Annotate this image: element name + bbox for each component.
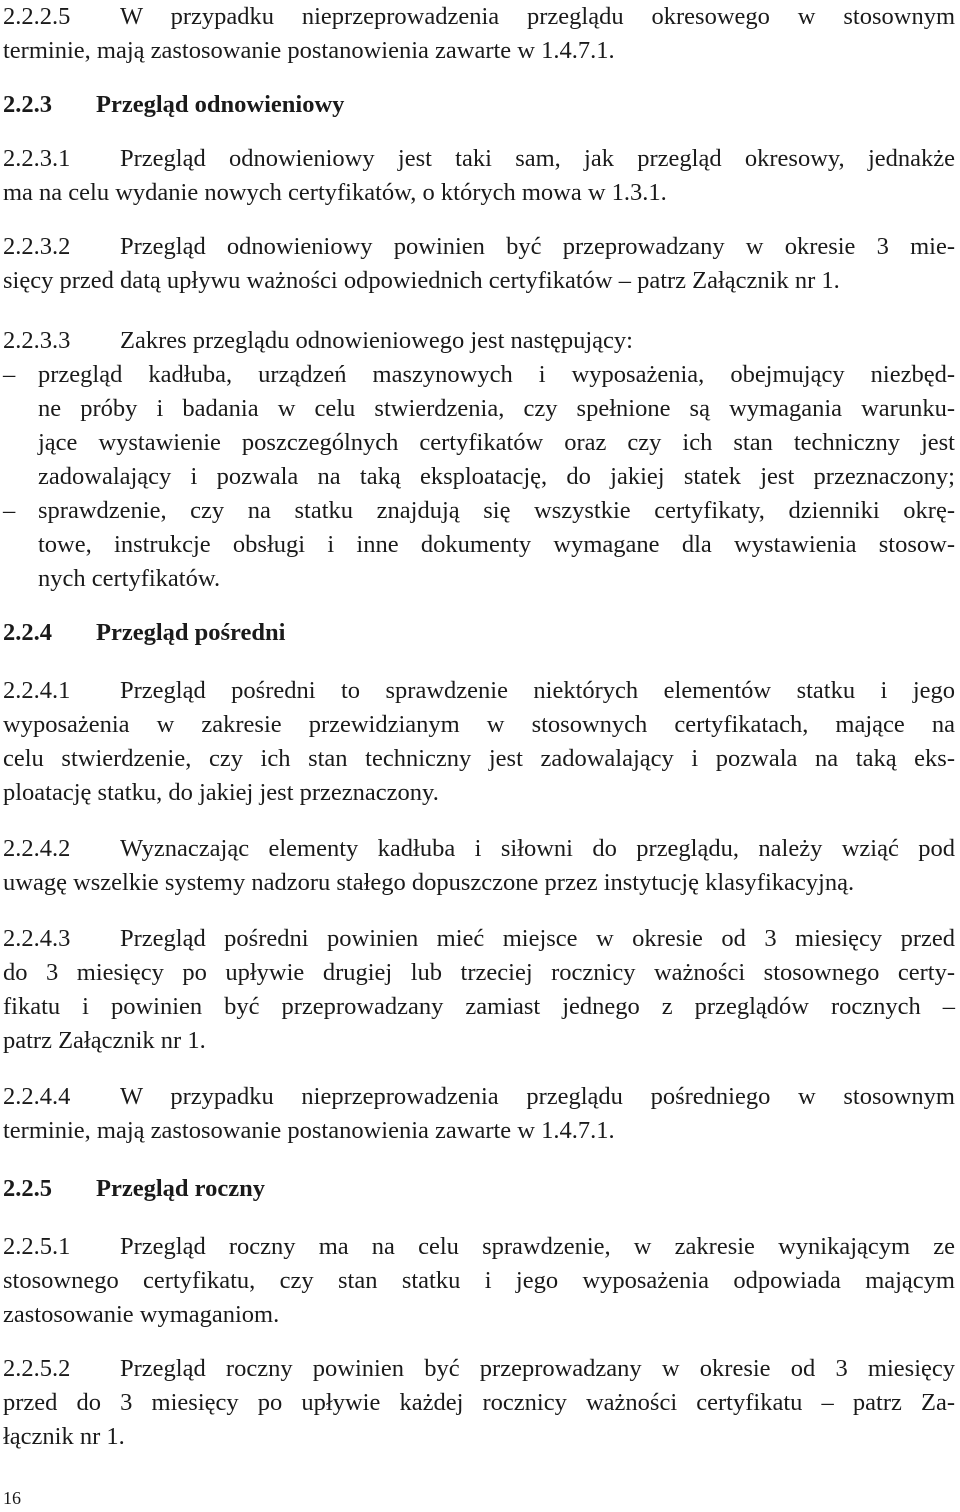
list-item — [3, 358, 955, 494]
paragraph-line: fikatu i powinien być przeprowadzany zamiast jednego z przeglądów rocznych – — [3, 993, 955, 1020]
list-item-line: towe, instrukcje obsługi i inne dokumenty wymagane dla wystawienia stosow- — [38, 531, 955, 558]
paragraph-number: 2.2.5.2 — [3, 1355, 71, 1382]
section-number: 2.2.5 — [3, 1175, 52, 1202]
paragraph-line: zastosowanie wymaganiom. — [3, 1301, 280, 1328]
paragraph-line: Przegląd roczny powinien być przeprowadzany w okresie od 3 miesięcy — [120, 1355, 955, 1382]
section-title: Przegląd roczny — [96, 1175, 265, 1202]
section-heading-2-2-4 — [3, 616, 955, 650]
list-item — [3, 494, 955, 596]
paragraph-2-2-4-3 — [3, 922, 955, 1058]
list-item-line: jące wystawienie poszczególnych certyfikatów oraz czy ich stan techniczny jest — [38, 429, 955, 456]
list-item-line: zadowalający i pozwala na taką eksploatację, do jakiej statek jest przeznaczony; — [38, 463, 955, 490]
paragraph-line: Przegląd pośredni powinien mieć miejsce w okresie od 3 miesięcy przed — [120, 925, 955, 952]
dash-bullet: – — [3, 497, 16, 524]
paragraph-2-2-4-4 — [3, 1080, 955, 1148]
paragraph-number: 2.2.4.2 — [3, 835, 71, 862]
list-item-line: ne próby i badania w celu stwierdzenia, czy spełnione są wymagania warunku- — [38, 395, 955, 422]
paragraph-2-2-2-5 — [3, 0, 955, 68]
paragraph-line: Przegląd pośredni to sprawdzenie niektórych elementów statku i jego — [120, 677, 955, 704]
section-title: Przegląd pośredni — [96, 619, 286, 646]
paragraph-number: 2.2.3.2 — [3, 233, 71, 260]
paragraph-intro: Zakres przeglądu odnowieniowego jest następujący: — [120, 327, 633, 354]
section-number: 2.2.3 — [3, 91, 52, 118]
paragraph-2-2-3-3 — [3, 324, 955, 358]
paragraph-2-2-5-1 — [3, 1230, 955, 1332]
paragraph-number: 2.2.3.3 — [3, 327, 71, 354]
page-number: 16 — [3, 1488, 21, 1508]
paragraph-line: przed do 3 miesięcy po upływie każdej rocznicy ważności certyfikatu – patrz Za- — [3, 1389, 955, 1416]
paragraph-2-2-4-1 — [3, 674, 955, 810]
dash-bullet: – — [3, 361, 16, 388]
section-number: 2.2.4 — [3, 619, 52, 646]
paragraph-line: celu stwierdzenie, czy ich stan techniczny jest zadowalający i pozwala na taką eks- — [3, 745, 955, 772]
paragraph-line: łącznik nr 1. — [3, 1423, 125, 1450]
list-item-line: przegląd kadłuba, urządzeń maszynowych i wyposażenia, obejmujący niezbęd- — [38, 361, 955, 388]
section-title: Przegląd odnowieniowy — [96, 91, 345, 118]
list-item-line: nych certyfikatów. — [38, 565, 221, 592]
paragraph-2-2-3-2 — [3, 230, 955, 298]
paragraph-line: Wyznaczając elementy kadłuba i siłowni do przeglądu, należy wziąć pod — [120, 835, 955, 862]
list-item-line: sprawdzenie, czy na statku znajdują się wszystkie certyfikaty, dzienniki okrę- — [38, 497, 955, 524]
paragraph-number: 2.2.2.5 — [3, 3, 71, 30]
paragraph-number: 2.2.5.1 — [3, 1233, 71, 1260]
paragraph-number: 2.2.4.4 — [3, 1083, 71, 1110]
paragraph-line: sięcy przed datą upływu ważności odpowiednich certyfikatów – patrz Załącznik nr 1. — [3, 267, 840, 294]
paragraph-line: Przegląd roczny ma na celu sprawdzenie, w zakresie wynikającym ze — [120, 1233, 955, 1260]
paragraph-line: ploatację statku, do jakiej jest przeznaczony. — [3, 779, 439, 806]
paragraph-line: wyposażenia w zakresie przewidzianym w stosownych certyfikatach, mające na — [3, 711, 955, 738]
paragraph-line: stosownego certyfikatu, czy stan statku i jego wyposażenia odpowiada mającym — [3, 1267, 955, 1294]
paragraph-line: Przegląd odnowieniowy jest taki sam, jak przegląd okresowy, jednakże — [120, 145, 955, 172]
paragraph-number: 2.2.4.1 — [3, 677, 71, 704]
section-heading-2-2-5 — [3, 1172, 955, 1206]
paragraph-line: uwagę wszelkie systemy nadzoru stałego dopuszczone przez instytucję klasyfikacyjną. — [3, 869, 855, 896]
paragraph-line: ma na celu wydanie nowych certyfikatów, o których mowa w 1.3.1. — [3, 179, 667, 206]
paragraph-line: W przypadku nieprzeprowadzenia przeglądu okresowego w stosownym — [120, 3, 955, 30]
paragraph-line: W przypadku nieprzeprowadzenia przeglądu pośredniego w stosownym — [120, 1083, 955, 1110]
paragraph-line: patrz Załącznik nr 1. — [3, 1027, 206, 1054]
paragraph-line: terminie, mają zastosowanie postanowienia zawarte w 1.4.7.1. — [3, 37, 615, 64]
paragraph-2-2-4-2 — [3, 832, 955, 900]
paragraph-number: 2.2.3.1 — [3, 145, 71, 172]
paragraph-2-2-3-1 — [3, 142, 955, 210]
paragraph-line: terminie, mają zastosowanie postanowienia zawarte w 1.4.7.1. — [3, 1117, 615, 1144]
paragraph-line: Przegląd odnowieniowy powinien być przeprowadzany w okresie 3 mie- — [120, 233, 955, 260]
paragraph-number: 2.2.4.3 — [3, 925, 71, 952]
paragraph-line: do 3 miesięcy po upływie drugiej lub trzeciej rocznicy ważności stosownego certy- — [3, 959, 955, 986]
paragraph-2-2-5-2 — [3, 1352, 955, 1454]
section-heading-2-2-3 — [3, 88, 955, 122]
